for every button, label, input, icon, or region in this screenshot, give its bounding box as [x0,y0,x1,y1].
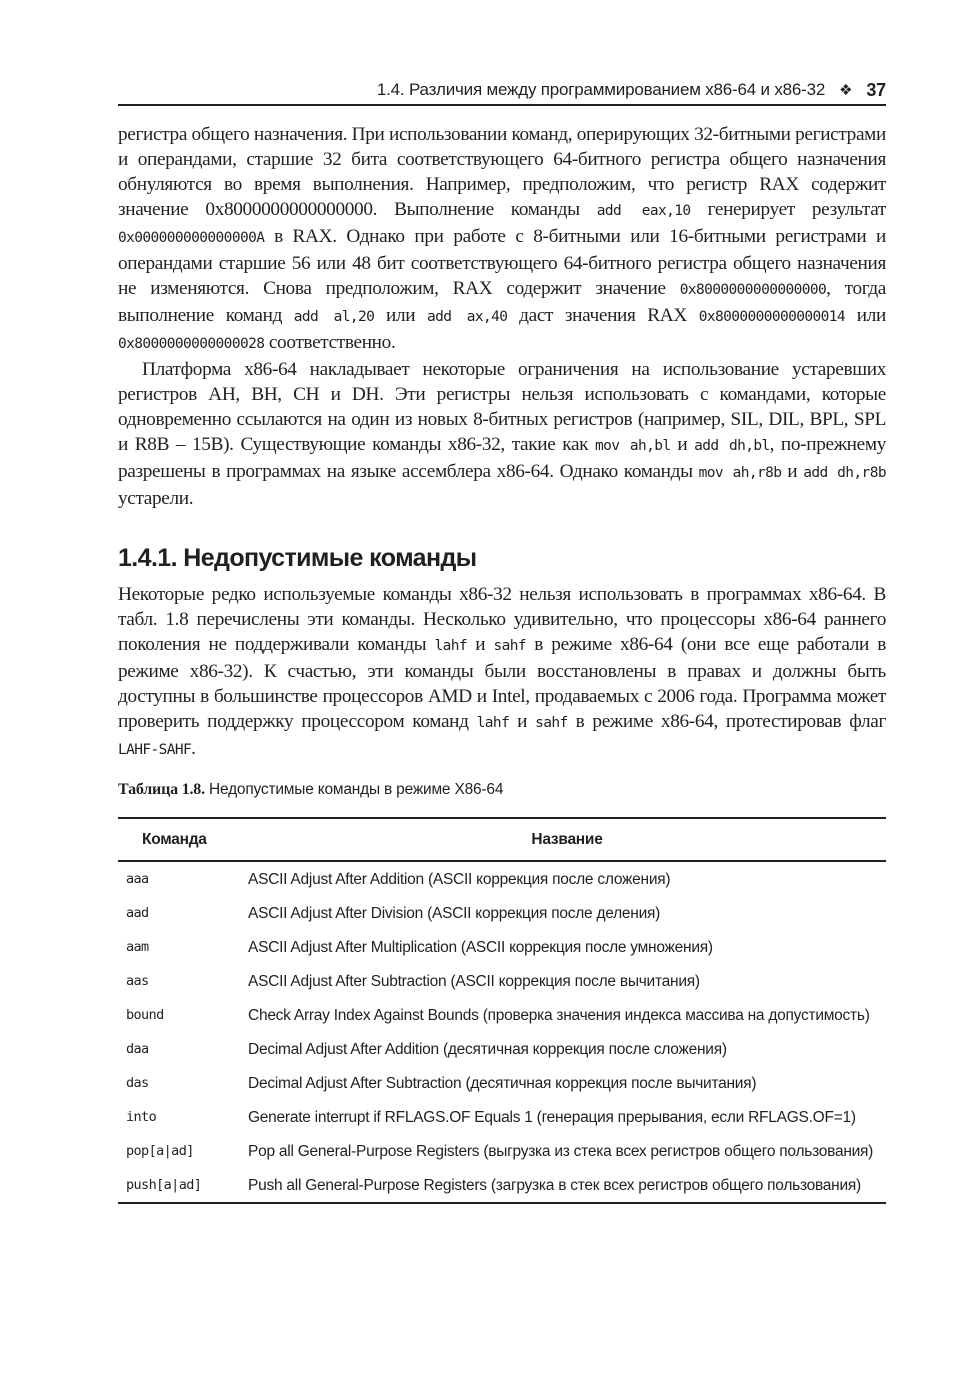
inline-code: LAHF-SAHF [118,742,192,758]
name-cell: Decimal Adjust After Addition (десятичная коррекция после сложения) [248,1041,727,1058]
table-row [118,937,886,971]
command-cell: aaa [126,871,149,887]
table-caption-text: Недопустимые команды в режиме X86-64 [204,781,504,798]
name-cell: Push all General-Purpose Registers (загрузка в стек всех регистров общего пользования) [248,1177,861,1194]
name-cell: Check Array Index Against Bounds (проверка значения индекса массива на допустимость) [248,1007,870,1024]
inline-code: lahf [434,638,468,654]
inline-code: lahf [476,715,510,731]
command-cell: daa [126,1041,149,1057]
running-head-title: 1.4. Различия между программированием x86-64 и x86-32 [376,80,826,99]
inline-code: mov ah,r8b [698,465,782,481]
name-cell: ASCII Adjust After Multiplication (ASCII коррекция после умножения) [248,939,713,956]
inline-code: 0x8000000000000028 [118,336,265,352]
column-header-name: Название [531,830,603,848]
name-cell: ASCII Adjust After Addition (ASCII коррекция после сложения) [248,871,671,888]
ornament-icon: ❖ [839,82,853,99]
inline-code: add al,20 [293,309,375,325]
table-row [118,1073,886,1107]
table-row [118,861,886,903]
page-number: 37 [866,79,886,100]
name-cell: ASCII Adjust After Division (ASCII коррекция после деления) [248,905,661,922]
name-cell: Pop all General-Purpose Registers (выгрузка из стека всех регистров общего пользования) [248,1143,874,1160]
name-cell: Generate interrupt if RFLAGS.OF Equals 1 (генерация прерывания, если RFLAGS.OF=1) [248,1109,856,1126]
body-text-top [118,122,886,511]
table-row [118,971,886,1005]
table-row [118,1141,886,1175]
inline-code: sahf [493,638,527,654]
column-header-command: Команда [142,830,207,848]
inline-code: add eax,10 [596,203,691,219]
running-head [118,76,886,106]
command-cell: aam [126,939,149,955]
paragraph-register-zeroing: регистра общего назначения. При использовании команд, оперирующих 32-битными регистрами и операндами, старшие 32 бита соответствующего 64-битного регистра общего назначения обнуляются во время выполнения. Например, предположим, что регистр RAX содержит значение 0x8000000000000000. Выполнение команды add eax,10 генерирует результат 0x000000000000000A в RAX. Однако при работе с 8-битными или 16-битными регистрами и операндами старшие 56 или 48 бит соответствующего 64-битного регистра общего назначения не изменяются. Снова предположим, RAX содержит значение 0x8000000000000000, тогда выполнение команд add al,20 или add ax,40 даст значения RAX 0x8000000000000014 или 0x8000000000000028 соответственно. [118,124,887,353]
inline-code: add dh,bl [694,438,770,454]
inline-code: add ax,40 [426,309,508,325]
inline-code: mov ah,bl [595,438,671,454]
table-caption-label: Таблица 1.8. [118,781,205,798]
section-heading: 1.4.1. Недопустимые команды [118,544,477,572]
command-cell: push[a|ad] [126,1177,202,1193]
inline-code: 0x8000000000000000 [679,282,827,298]
table-row [118,1039,886,1073]
inline-code: sahf [535,715,568,731]
inline-code: 0x000000000000000A [118,230,265,246]
command-cell: aas [126,973,149,989]
command-cell: into [126,1109,157,1125]
invalid-instructions-table [118,817,886,1204]
table-header-row [118,818,886,861]
paragraph-invalid-instructions: Некоторые редко используемые команды x86-32 нельзя использовать в программах x86-64. В табл. 1.8 перечислены эти команды. Несколько удивительно, что процессоры x86-64 раннего поколения не поддерживали команды lahf и sahf в режиме x86-64 (они все еще работали в режиме x86-32). К счастью, эти команды были восстановлены в правах и должны быть доступны в большинстве процессоров AMD и Intel, продаваемых с 2006 года. Программа может проверить поддержку процессором команд lahf и sahf в режиме x86-64, протестировав флаг LAHF-SAHF. [118,584,886,759]
inline-code: add dh,r8b [803,465,886,481]
name-cell: ASCII Adjust After Subtraction (ASCII коррекция после вычитания) [248,973,700,990]
paragraph-legacy-registers: Платформа x86-64 накладывает некоторые ограничения на использование устаревших регистров AH, BH, CH и DH. Эти регистры нельзя использовать с командами, которые одновременно ссылаются на один из новых 8-битных регистров (например, SIL, DIL, BPL, SPL и R8B – 15B). Существующие команды x86-32, такие как mov ah,bl и add dh,bl, по-прежнему разрешены в программах на языке ассемблера x86-64. Однако команды mov ah,r8b и add dh,r8b устарели. [118,359,886,509]
command-cell: aad [126,905,149,921]
table-row [118,1175,886,1203]
command-cell: das [126,1075,149,1091]
table-row [118,1005,886,1039]
command-cell: pop[a|ad] [126,1143,194,1159]
inline-code: 0x8000000000000014 [698,309,846,325]
table-row [118,1107,886,1141]
table-caption [118,781,503,799]
name-cell: Decimal Adjust After Subtraction (десятичная коррекция после вычитания) [248,1075,757,1092]
table-row [118,903,886,937]
body-text-section [118,582,886,763]
command-cell: bound [126,1007,164,1023]
